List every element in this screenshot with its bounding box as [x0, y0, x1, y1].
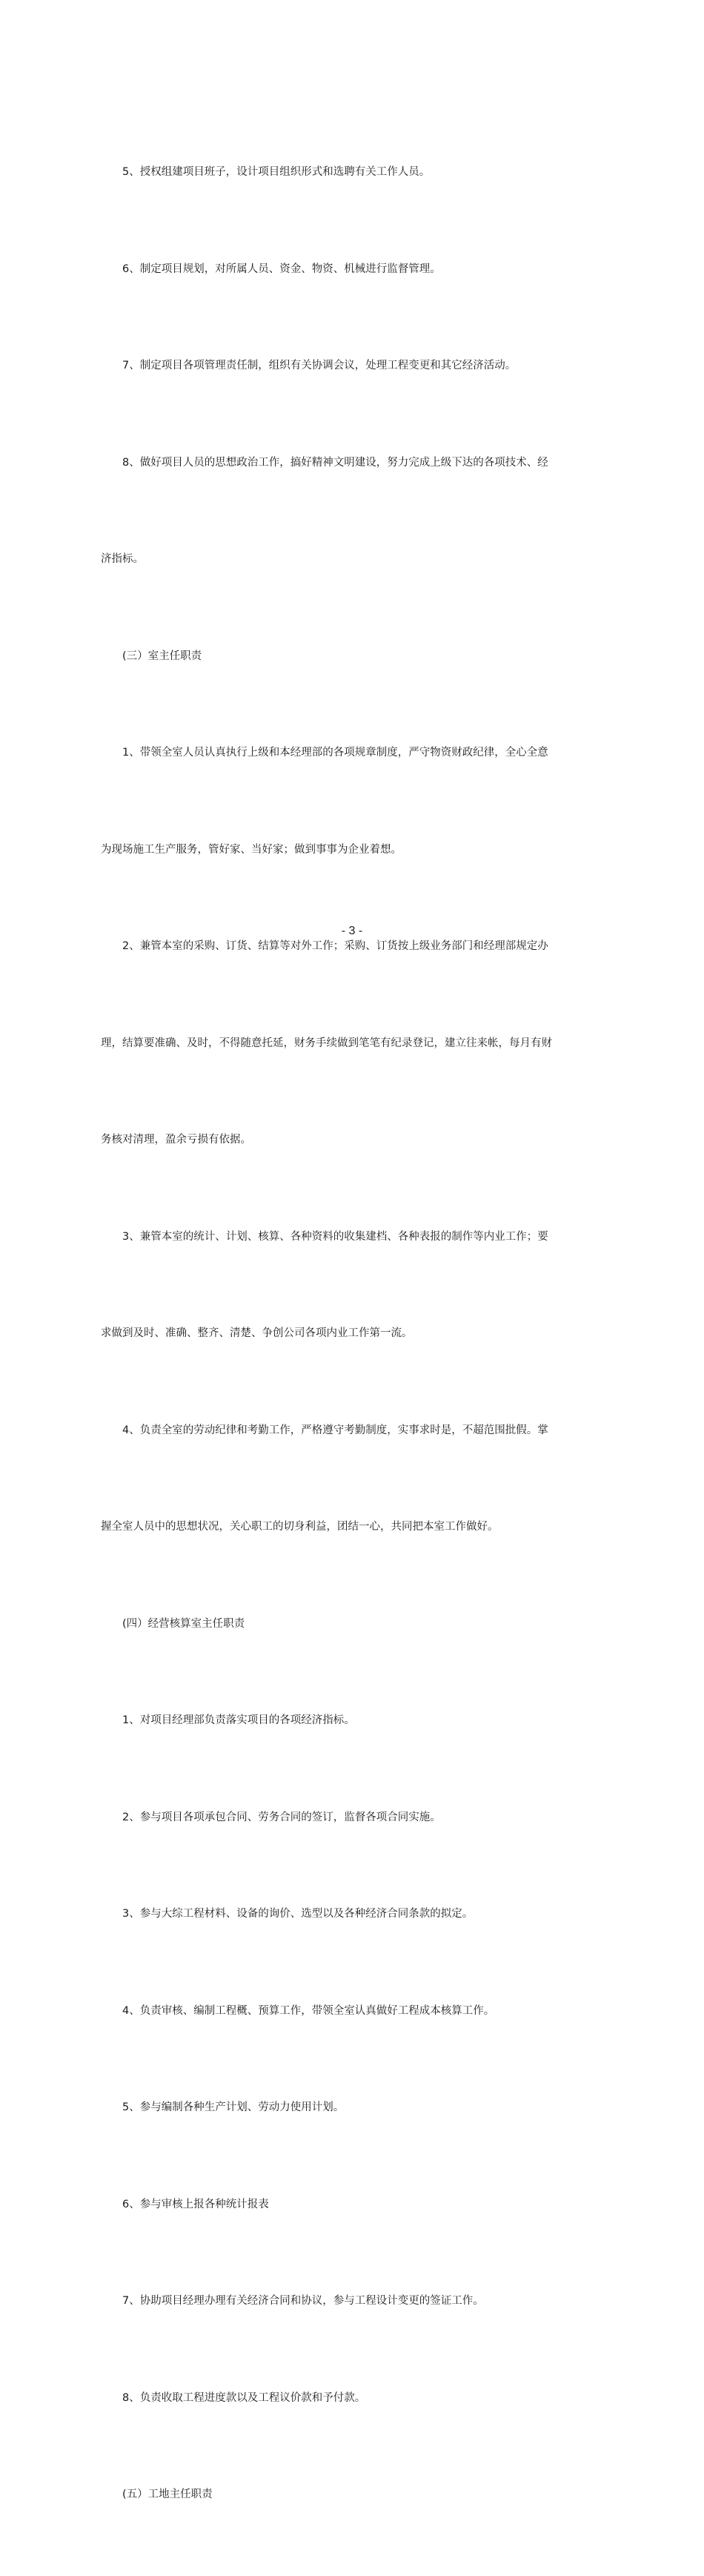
- text-line: 3、参与大综工程材料、设备的询价、选型以及各种经济合同条款的拟定。: [101, 1908, 474, 1920]
- page-number: - 3 -: [341, 925, 363, 937]
- text-line: 6、参与审核上报各种统计报表: [101, 2198, 269, 2210]
- text-line: 3、兼管本室的统计、计划、核算、各种资料的收集建档、各种表报的制作等内业工作；要: [101, 1230, 548, 1243]
- text-line: 务核对清理，盈余亏损有依据。: [101, 1134, 251, 1146]
- text-line: 8、做好项目人员的思想政治工作，搞好精神文明建设，努力完成上级下达的各项技术、经: [101, 456, 548, 469]
- body-text: [101, 92, 565, 2576]
- text-line: 8、负责收取工程进度款以及工程议价款和予付款。: [101, 2391, 366, 2404]
- text-line: 5、参与编制各种生产计划、劳动力使用计划。: [101, 2101, 345, 2113]
- text-line: 求做到及时、准确、整齐、清楚、争创公司各项内业工作第一流。: [101, 1327, 413, 1339]
- text-line: 4、负责审核、编制工程概、预算工作，带领全室认真做好工程成本核算工作。: [101, 2004, 495, 2017]
- text-line: 6、制定项目规划，对所属人员、资金、物资、机械进行监督管理。: [101, 262, 441, 275]
- text-line: 2、参与项目各项承包合同、劳务合同的签订，监督各项合同实施。: [101, 1811, 441, 1823]
- text-line: 济指标。: [101, 553, 144, 565]
- text-line: 为现场施工生产服务，管好家、当好家；做到事事为企业着想。: [101, 843, 402, 856]
- text-line: 7、协助项目经理办理有关经济合同和协议，参与工程设计变更的签证工作。: [101, 2295, 484, 2307]
- text-line: 5、授权组建项目班子，设计项目组织形式和选聘有关工作人员。: [101, 166, 431, 178]
- text-line: 握全室人员中的思想状况，关心职工的切身利益，团结一心，共同把本室工作做好。: [101, 1521, 499, 1533]
- text-line: 1、对项目经理部负责落实项目的各项经济指标。: [101, 1714, 355, 1726]
- text-line: 4、负责全室的劳动纪律和考勤工作，严格遵守考勤制度，实事求时是，不超范围批假。掌: [101, 1424, 548, 1436]
- section-heading: (四）经营核算室主任职责: [101, 1617, 245, 1630]
- text-line: 1、带领全室人员认真执行上级和本经理部的各项规章制度，严守物资财政纪律，全心全意: [101, 747, 548, 759]
- text-line: 7、制定项目各项管理责任制，组织有关协调会议，处理工程变更和其它经济活动。: [101, 360, 517, 371]
- text-line: 理，结算要准确、及时，不得随意托延，财务手续做到笔笔有纪录登记，建立往来帐，每月有财: [101, 1037, 552, 1049]
- section-heading: (三）室主任职责: [101, 650, 202, 662]
- text-line: 2、兼管本室的采购、订货、结算等对外工作；采购、订货按上级业务部门和经理部规定办: [101, 940, 548, 952]
- section-heading: (五）工地主任职责: [101, 2489, 213, 2500]
